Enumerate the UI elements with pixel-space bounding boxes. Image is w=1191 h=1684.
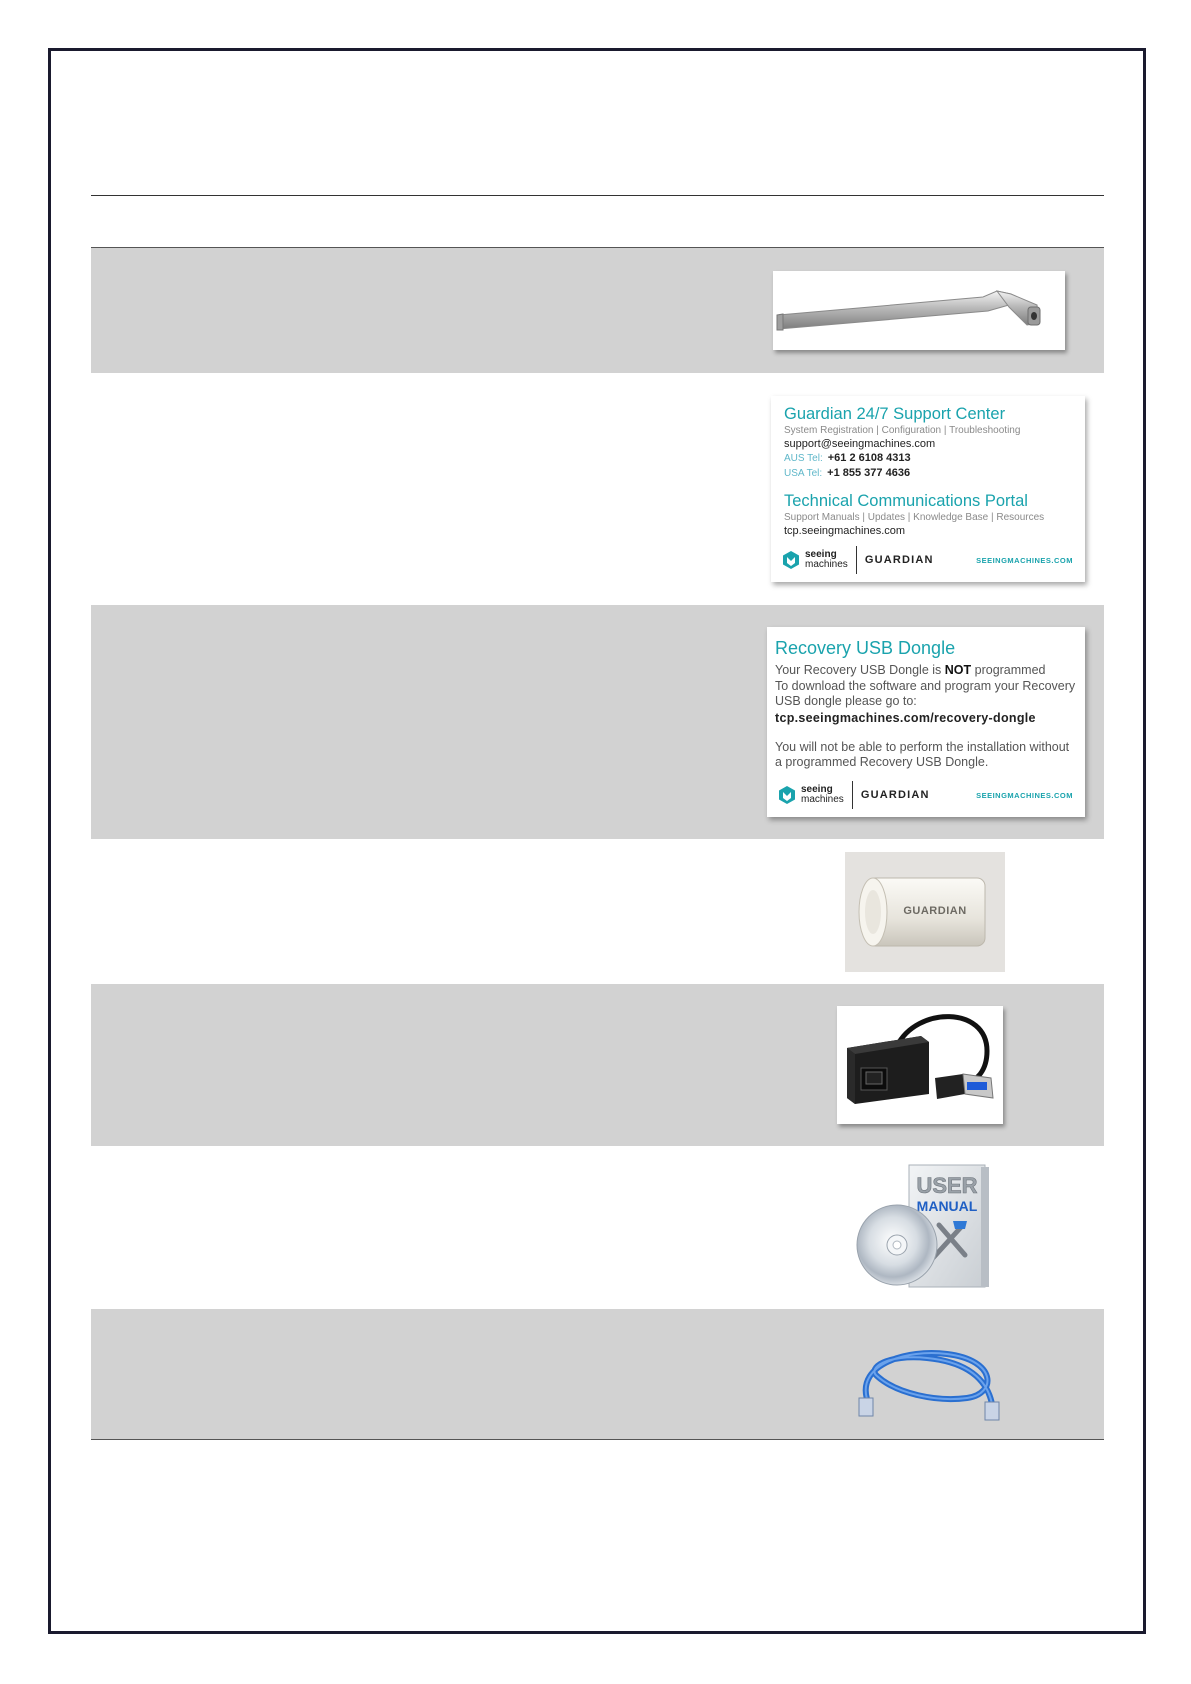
dongle-instructions: To download the software and program your Recovery USB dongle please go to: — [775, 678, 1076, 708]
dongle-card-cell — [761, 605, 1091, 839]
table-row — [91, 839, 1104, 984]
portal-title: Technical Communications Portal — [784, 492, 1028, 510]
kit-contents-table — [91, 247, 1104, 1440]
adapter-cell — [837, 984, 1003, 1146]
header-divider — [91, 195, 1104, 196]
website: SEEINGMACHINES.COM — [976, 555, 1073, 565]
footer-divider — [852, 781, 853, 809]
support-card-cell — [763, 373, 1093, 605]
usa-phone: USA Tel: +1 855 377 4636 — [784, 467, 911, 479]
usb-ethernet-adapter-image — [837, 1006, 1003, 1124]
cable-cell — [847, 1309, 1007, 1439]
aus-phone: AUS Tel: +61 2 6108 4313 — [784, 452, 911, 464]
table-row — [91, 1309, 1104, 1439]
guardian-brand: GUARDIAN — [864, 554, 934, 566]
card-footer — [777, 781, 1073, 809]
usb-stick-label: GUARDIAN — [903, 904, 967, 917]
dongle-url: tcp.seeingmachines.com/recovery-dongle — [775, 710, 1036, 725]
website: SEEINGMACHINES.COM — [976, 790, 1073, 800]
table-row — [91, 605, 1104, 839]
manual-cell — [853, 1146, 999, 1309]
table-row — [91, 984, 1104, 1146]
table-row — [91, 1146, 1104, 1309]
seeing-machines-logo-text: seeing machines — [801, 784, 844, 805]
seeing-machines-logo-text: seeing machines — [805, 549, 848, 570]
usb-stick-cell — [845, 839, 1005, 984]
table-row — [91, 248, 1104, 373]
support-card — [771, 396, 1085, 582]
guardian-brand: GUARDIAN — [860, 789, 930, 801]
support-center-title: Guardian 24/7 Support Center — [784, 405, 1006, 423]
ethernet-cable-image — [847, 1324, 1007, 1424]
torx-key-image — [773, 271, 1065, 350]
footer-divider — [856, 546, 857, 574]
manual-title-line1: USER — [916, 1172, 978, 1198]
card-footer — [781, 546, 1073, 574]
seeing-machines-logo-icon — [781, 550, 801, 570]
recovery-dongle-card — [767, 627, 1085, 817]
portal-subtitle: Support Manuals | Updates | Knowledge Base | Resources — [784, 512, 1045, 523]
portal-url: tcp.seeingmachines.com — [784, 525, 906, 537]
support-center-subtitle: System Registration | Configuration | Troubleshooting — [784, 425, 1021, 436]
dongle-warning: You will not be able to perform the installation without a programmed Recovery USB Dongle. — [775, 739, 1070, 769]
seeing-machines-logo-icon — [777, 785, 797, 805]
dongle-status: Your Recovery USB Dongle is NOT programmed — [775, 663, 1046, 677]
support-email: support@seeingmachines.com — [784, 438, 936, 450]
dongle-card-title: Recovery USB Dongle — [775, 638, 956, 658]
user-manual-cd-image — [853, 1163, 999, 1293]
manual-title-line2: MANUAL — [916, 1197, 978, 1214]
usb-stick-image — [845, 852, 1005, 972]
torx-key-cell — [773, 248, 1065, 373]
table-row — [91, 373, 1104, 605]
